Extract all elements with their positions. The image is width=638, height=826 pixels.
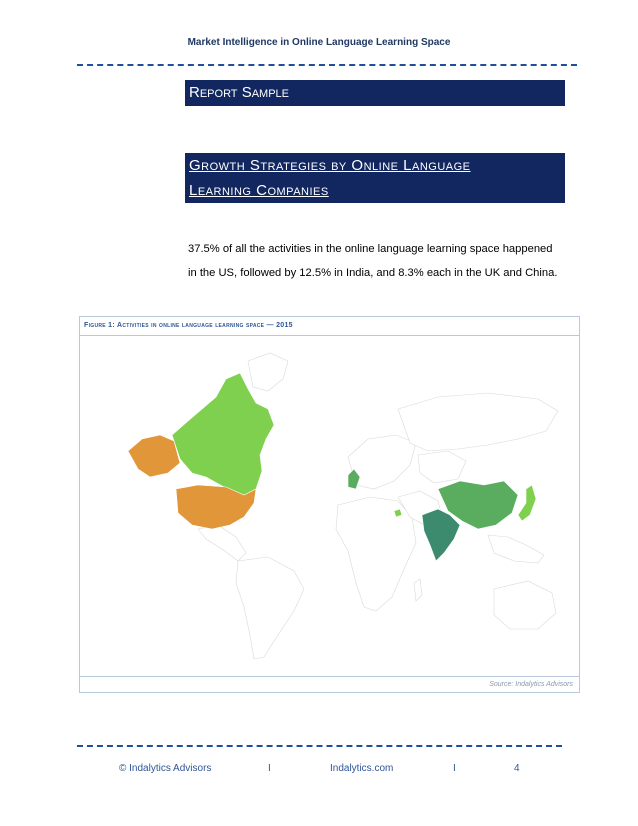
map-south-america	[236, 557, 304, 659]
map-madagascar	[414, 579, 422, 601]
footer-website-link[interactable]: Indalytics.com	[330, 763, 394, 774]
footer-separator-2: I	[453, 763, 456, 774]
map-central-america	[198, 525, 246, 561]
map-central-asia	[418, 451, 466, 483]
report-sample-heading: Report Sample	[185, 80, 565, 106]
world-map	[98, 339, 564, 674]
map-japan	[518, 485, 536, 521]
figure-box	[79, 316, 580, 693]
map-canada	[172, 373, 274, 499]
heading-line-1: Growth Strategies by Online Language	[189, 157, 471, 174]
map-india	[422, 509, 460, 561]
figure-source: Source: Indalytics Advisors	[80, 676, 579, 692]
map-australia	[494, 581, 556, 629]
body-paragraph	[188, 237, 568, 285]
footer-divider	[77, 745, 562, 747]
map-southeast-asia	[488, 535, 544, 563]
body-line-2: in the US, followed by 12.5% in India, and 8.3% each in the UK and China.	[188, 267, 558, 279]
page-number: 4	[514, 763, 520, 774]
header-divider	[77, 64, 577, 66]
growth-strategies-heading	[185, 153, 565, 203]
page-header: Market Intelligence in Online Language Learning Space	[187, 37, 451, 48]
body-line-1: 37.5% of all the activities in the online language learning space happened	[188, 243, 553, 255]
map-russia	[398, 393, 558, 451]
map-alaska	[128, 435, 180, 477]
map-greenland	[248, 353, 288, 391]
footer-separator-1: I	[268, 763, 271, 774]
figure-caption: Figure 1: Activities in online language learning space — 2015	[80, 317, 579, 336]
heading-line-2: Learning Companies	[189, 182, 329, 199]
map-africa	[336, 497, 416, 611]
footer-copyright: © Indalytics Advisors	[119, 763, 212, 774]
